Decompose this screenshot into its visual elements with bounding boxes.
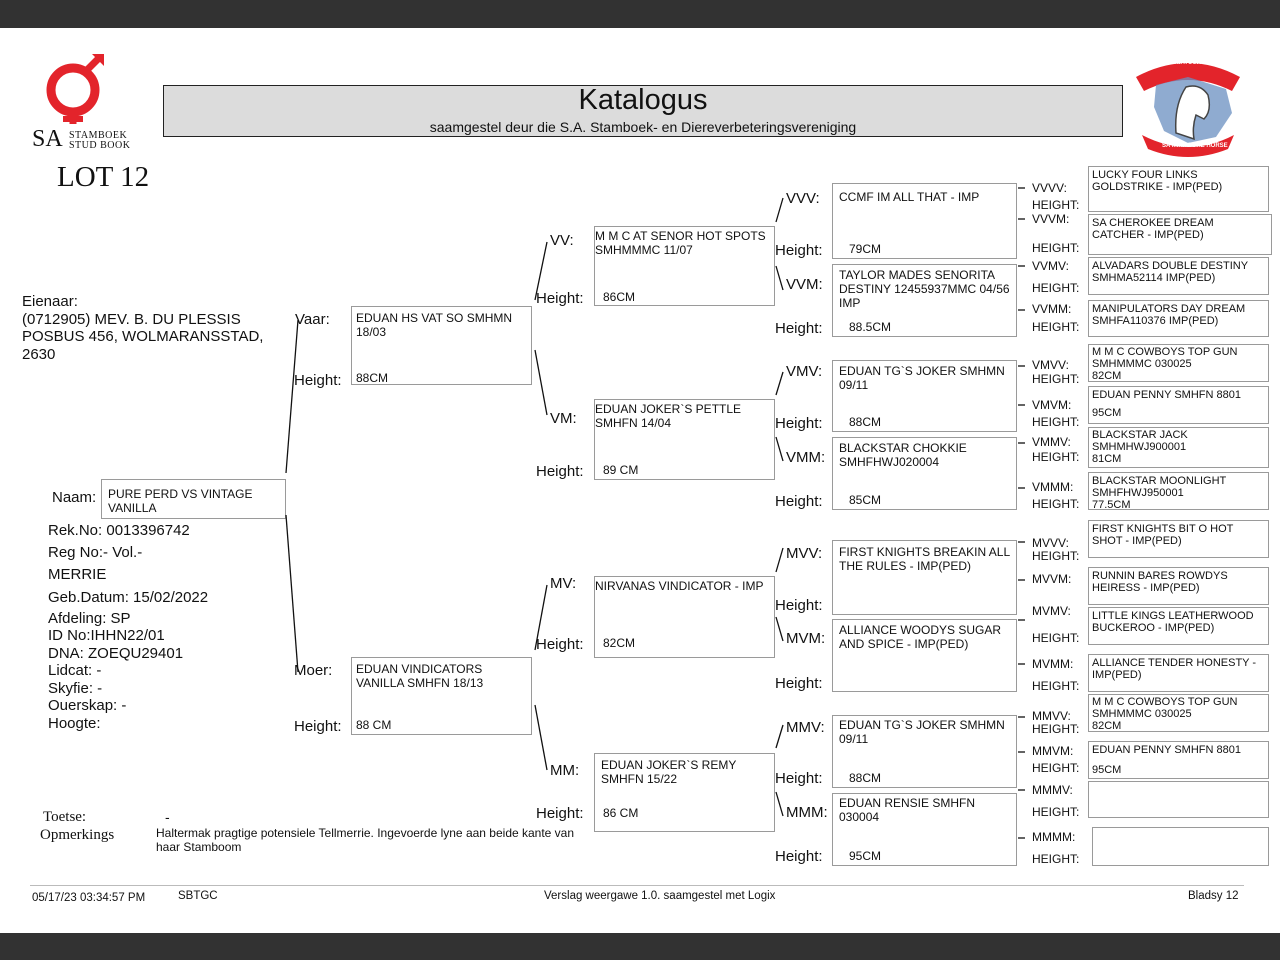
owner-label: Eienaar: xyxy=(22,293,78,310)
sire-height-label: Height: xyxy=(294,372,342,389)
birth-date: Geb.Datum: 15/02/2022 xyxy=(48,589,209,606)
vm-label: VM: xyxy=(550,410,577,427)
ouerskap: Ouerskap: - xyxy=(48,697,127,714)
mmm-height-label: Height: xyxy=(775,848,823,865)
vmmv-name: BLACKSTAR JACK SMHMHWJ900001 xyxy=(1092,429,1188,453)
dam-height-label: Height: xyxy=(294,718,342,735)
vvm-height-label: Height: xyxy=(775,320,823,337)
gen2-box-vv xyxy=(594,226,775,306)
dam-label: Moer: xyxy=(294,662,333,679)
vvmv-height-label: HEIGHT: xyxy=(1032,281,1080,295)
gen4-box-vvmm xyxy=(1088,300,1269,337)
mm-height: 86 CM xyxy=(603,806,639,820)
id-no: ID No:IHHN22/01 xyxy=(48,627,165,644)
gen3-box-vvv xyxy=(832,183,1017,259)
vv-height: 86CM xyxy=(603,290,636,304)
mvv-name: FIRST KNIGHTS BREAKIN ALL THE RULES - IMP(PED) xyxy=(839,545,1010,573)
vvv-label: VVV: xyxy=(786,190,820,207)
mmvv-name: M M C COWBOYS TOP GUN SMHMMMC 030025 xyxy=(1092,696,1238,720)
mvvv-height-label: HEIGHT: xyxy=(1032,549,1080,563)
vvm-name: TAYLOR MADES SENORITA DESTINY 12455937MMC 04/56 IMP xyxy=(839,268,1010,310)
gen4-box-mvvm xyxy=(1088,567,1269,605)
gen4-box-vmmm xyxy=(1088,472,1269,510)
mv-height: 82CM xyxy=(603,636,636,650)
sire-box xyxy=(351,306,532,385)
dam-name: EDUAN VINDICATORS VANILLA SMHFN 18/13 xyxy=(356,662,484,690)
vmmv-height: 81CM xyxy=(1092,453,1122,465)
mmm-label: MMM: xyxy=(786,804,828,821)
vvvm-height-label: HEIGHT: xyxy=(1032,241,1080,255)
section: Afdeling: SP xyxy=(48,610,131,627)
gen3-box-vmm xyxy=(832,437,1017,510)
mvvv-label: MVVV: xyxy=(1032,536,1069,550)
vvvv-label: VVVV: xyxy=(1032,181,1067,195)
vmv-name: EDUAN TG`S JOKER SMHMN 09/11 xyxy=(839,364,1005,392)
vmvm-height: 95CM xyxy=(1092,407,1122,419)
footer-divider xyxy=(30,885,1244,886)
mv-name: NIRVANAS VINDICATOR - IMP xyxy=(595,579,764,593)
vmm-height-label: Height: xyxy=(775,493,823,510)
vmvv-height-label: HEIGHT: xyxy=(1032,372,1080,386)
gen4-box-vmvv xyxy=(1088,344,1269,382)
gen4-box-mvmm xyxy=(1088,654,1269,692)
animal-name: PURE PERD VS VINTAGE VANILLA xyxy=(108,487,253,515)
mvmm-name: ALLIANCE TENDER HONESTY - IMP(PED) xyxy=(1092,657,1257,681)
mmmv-height-label: HEIGHT: xyxy=(1032,805,1080,819)
gen4-box-vmvm xyxy=(1088,386,1269,424)
mvv-height-label: Height: xyxy=(775,597,823,614)
mvm-label: MVM: xyxy=(786,630,826,647)
mvm-name: ALLIANCE WOODYS SUGAR AND SPICE - IMP(PED) xyxy=(839,623,1002,651)
vmmm-height: 77.5CM xyxy=(1092,499,1131,511)
vmvv-label: VMVV: xyxy=(1032,358,1069,372)
gen4-box-mmmv xyxy=(1088,781,1269,818)
vmv-height-label: Height: xyxy=(775,415,823,432)
vmm-name: BLACKSTAR CHOKKIE SMHFHWJ020004 xyxy=(839,441,967,469)
gen4-box-vvvm xyxy=(1088,214,1272,255)
gen4-box-vvvv xyxy=(1088,166,1269,212)
vvvm-label: VVVM: xyxy=(1032,212,1070,226)
vv-height-label: Height: xyxy=(536,290,584,307)
footer-version: Verslag weergawe 1.0. saamgestel met Logix xyxy=(544,890,776,902)
vmvv-name: M M C COWBOYS TOP GUN SMHMMMC 030025 xyxy=(1092,346,1238,370)
logo-sa-text: SA xyxy=(32,126,63,152)
vmmv-label: VMMV: xyxy=(1032,435,1071,449)
mvm-height-label: Height: xyxy=(775,675,823,692)
vmvm-label: VMVM: xyxy=(1032,398,1072,412)
mvmv-height-label: HEIGHT: xyxy=(1032,631,1080,645)
mmm-name: EDUAN RENSIE SMHFN 030004 xyxy=(839,796,976,824)
toetse-value: - xyxy=(165,809,170,825)
mmmm-label: MMMM: xyxy=(1032,830,1076,844)
vv-name: M M C AT SENOR HOT SPOTS SMHMMMC 11/07 xyxy=(595,229,766,257)
lidcat: Lidcat: - xyxy=(48,662,102,679)
name-label: Naam: xyxy=(52,489,97,506)
opmerkings-label: Opmerkings xyxy=(40,827,115,843)
vvmm-label: VVMM: xyxy=(1032,302,1072,316)
vmvm-name: EDUAN PENNY SMHFN 8801 xyxy=(1092,389,1241,401)
vmmv-height-label: HEIGHT: xyxy=(1032,450,1080,464)
gen4-box-mvmv xyxy=(1088,607,1269,645)
crest-top-text: SA MINIATUUR PERD xyxy=(1158,60,1220,66)
vmmm-label: VMMM: xyxy=(1032,480,1074,494)
mmvv-height: 82CM xyxy=(1092,720,1122,732)
vvm-label: VVM: xyxy=(786,276,823,293)
mv-height-label: Height: xyxy=(536,636,584,653)
gen4-box-mmmm xyxy=(1092,827,1269,866)
vm-height-label: Height: xyxy=(536,463,584,480)
gen3-box-vvm xyxy=(832,264,1017,337)
hoogte: Hoogte: xyxy=(48,715,101,732)
vvm-height: 88.5CM xyxy=(849,320,892,334)
vvmm-height-label: HEIGHT: xyxy=(1032,320,1080,334)
mvmv-name: LITTLE KINGS LEATHERWOOD BUCKEROO - IMP(PED) xyxy=(1092,610,1254,634)
sire-label: Vaar: xyxy=(295,311,330,328)
dam-height: 88 CM xyxy=(356,718,392,732)
footer-page: Bladsy 12 xyxy=(1188,890,1239,902)
vvvv-height-label: HEIGHT: xyxy=(1032,198,1080,212)
opmerkings-text: Haltermak pragtige potensiele Tellmerrie. Ingevoerde lyne aan beide kante van haar Stamboom xyxy=(156,826,575,854)
vv-label: VV: xyxy=(550,232,574,249)
logo-studbook-text: STUD BOOK xyxy=(69,140,131,151)
mvmv-label: MVMV: xyxy=(1032,604,1071,618)
rek-no: Rek.No: 0013396742 xyxy=(48,522,190,539)
animal-sex: MERRIE xyxy=(48,566,107,583)
toetse-label: Toetse: xyxy=(43,809,87,825)
vmv-label: VMV: xyxy=(786,363,823,380)
mmvm-height-label: HEIGHT: xyxy=(1032,761,1080,775)
gen4-box-mmvm xyxy=(1088,741,1269,779)
vmmm-height-label: HEIGHT: xyxy=(1032,497,1080,511)
vvmv-label: VVMV: xyxy=(1032,259,1069,273)
owner-line2: POSBUS 456, WOLMARANSSTAD, xyxy=(22,328,264,345)
gen2-box-mm xyxy=(594,753,775,832)
mmvm-label: MMVM: xyxy=(1032,744,1074,758)
vm-height: 89 CM xyxy=(603,463,639,477)
mm-height-label: Height: xyxy=(536,805,584,822)
mvvm-label: MVVM: xyxy=(1032,572,1072,586)
mvmm-label: MVMM: xyxy=(1032,657,1074,671)
mvvv-name: FIRST KNIGHTS BIT O HOT SHOT - IMP(PED) xyxy=(1092,523,1234,547)
gen2-box-mv xyxy=(594,576,775,658)
vmm-height: 85CM xyxy=(849,493,882,507)
vvvm-name: SA CHEROKEE DREAM CATCHER - IMP(PED) xyxy=(1092,217,1214,241)
logo-stamboek-text: STAMBOEK xyxy=(69,130,128,141)
vm-name: EDUAN JOKER`S PETTLE SMHFN 14/04 xyxy=(595,402,742,430)
mv-label: MV: xyxy=(550,575,577,592)
vvv-height-label: Height: xyxy=(775,242,823,259)
mmmm-height-label: HEIGHT: xyxy=(1032,852,1080,866)
vmvm-height-label: HEIGHT: xyxy=(1032,415,1080,429)
owner-line3: 2630 xyxy=(22,346,56,363)
gen3-box-mmm xyxy=(832,793,1017,866)
vvvv-name: LUCKY FOUR LINKS GOLDSTRIKE - IMP(PED) xyxy=(1092,169,1223,193)
reg-no: Reg No:- Vol.- xyxy=(48,544,143,561)
vvv-name: CCMF IM ALL THAT - IMP xyxy=(839,190,980,204)
mm-name: EDUAN JOKER`S REMY SMHFN 15/22 xyxy=(601,758,737,786)
mmvv-label: MMVV: xyxy=(1032,709,1071,723)
gen3-box-mvv xyxy=(832,540,1017,615)
gen4-box-mmvv xyxy=(1088,694,1269,732)
lot-number: LOT 12 xyxy=(57,161,150,193)
vvmv-name: ALVADARS DOUBLE DESTINY SMHMA52114 IMP(PED) xyxy=(1092,260,1248,284)
mvvm-name: RUNNIN BARES ROWDYS HEIRESS - IMP(PED) xyxy=(1092,570,1228,594)
mmmv-label: MMMV: xyxy=(1032,783,1073,797)
vmm-label: VMM: xyxy=(786,449,826,466)
footer-datetime: 05/17/23 03:34:57 PM xyxy=(32,892,146,904)
mvv-label: MVV: xyxy=(786,545,823,562)
mmv-height-label: Height: xyxy=(775,770,823,787)
mvmm-height-label: HEIGHT: xyxy=(1032,679,1080,693)
vmv-height: 88CM xyxy=(849,415,882,429)
vvv-height: 79CM xyxy=(849,242,882,256)
gen4-box-vmmv xyxy=(1088,427,1269,468)
mm-label: MM: xyxy=(550,762,580,779)
sire-height: 88CM xyxy=(356,371,389,385)
dam-box xyxy=(351,657,532,735)
mmv-height: 88CM xyxy=(849,771,882,785)
gen4-box-vvmv xyxy=(1088,257,1269,295)
gen2-box-vm xyxy=(594,399,775,480)
page-subtitle: saamgestel deur die S.A. Stamboek- en Diereverbeteringsvereniging xyxy=(429,119,857,135)
gen3-box-mmv xyxy=(832,715,1017,788)
mmv-name: EDUAN TG`S JOKER SMHMN 09/11 xyxy=(839,718,1005,746)
vmmm-name: BLACKSTAR MOONLIGHT SMHFHWJ950001 xyxy=(1092,475,1227,499)
sire-name: EDUAN HS VAT SO SMHMN 18/03 xyxy=(356,311,513,339)
mmvm-name: EDUAN PENNY SMHFN 8801 xyxy=(1092,744,1241,756)
gen3-box-mvm xyxy=(832,619,1017,692)
mmv-label: MMV: xyxy=(786,719,825,736)
skyfie: Skyfie: - xyxy=(48,680,103,697)
mmvv-height-label: HEIGHT: xyxy=(1032,722,1080,736)
vmvv-height: 82CM xyxy=(1092,370,1122,382)
crest-bottom-text: SA MINIATURE HORSE xyxy=(1162,143,1228,149)
mmm-height: 95CM xyxy=(849,849,882,863)
mmvm-height: 95CM xyxy=(1092,764,1122,776)
gen3-box-vmv xyxy=(832,360,1017,432)
gen4-box-mvvv xyxy=(1088,520,1269,558)
dna: DNA: ZOEQU29401 xyxy=(48,645,184,662)
footer-org: SBTGC xyxy=(178,890,218,902)
owner-line1: (0712905) MEV. B. DU PLESSIS xyxy=(22,311,241,328)
page-title: Katalogus xyxy=(578,84,708,116)
vvmm-name: MANIPULATORS DAY DREAM SMHFA110376 IMP(PED) xyxy=(1092,303,1246,327)
